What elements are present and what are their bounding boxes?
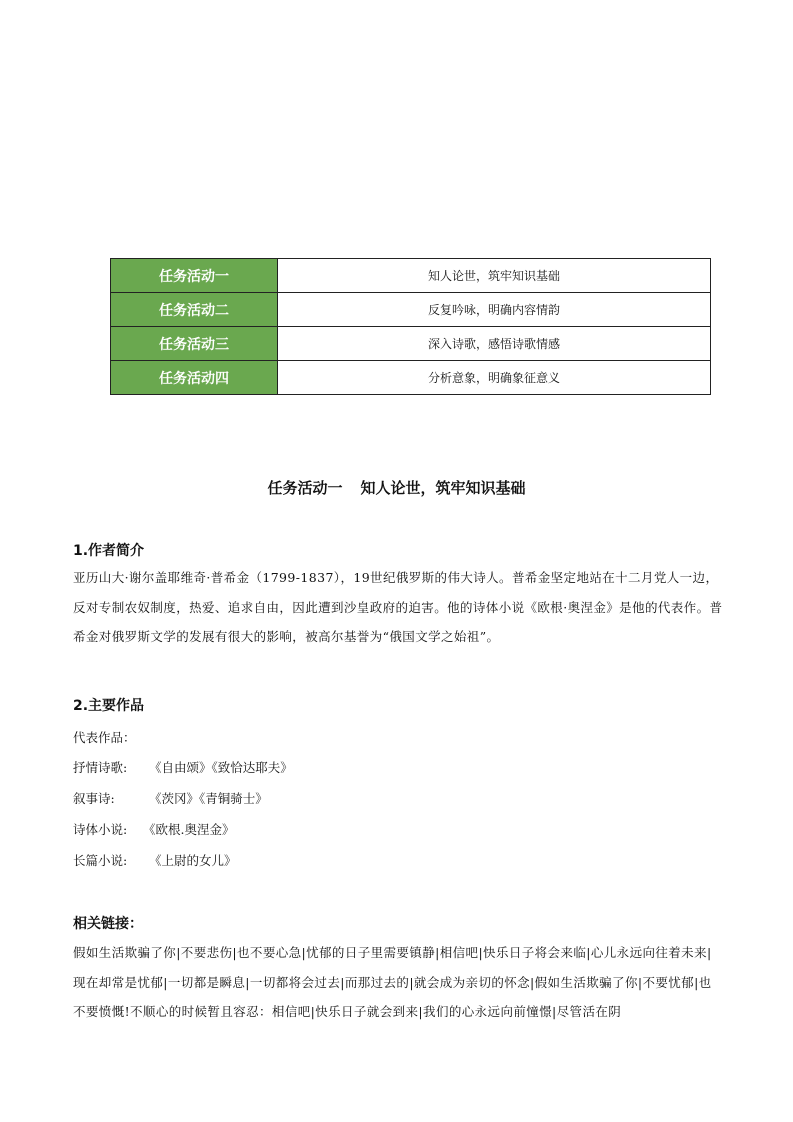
task-table bbox=[110, 258, 711, 395]
work-item bbox=[73, 851, 237, 869]
work-kind: 抒情诗歌: bbox=[73, 760, 128, 775]
table-row bbox=[111, 293, 711, 327]
work-kind: 长篇小说: bbox=[73, 853, 128, 868]
work-titles: 《茨冈》《青铜骑士》 bbox=[149, 791, 268, 806]
work-titles: 《自由颂》《致恰达耶夫》 bbox=[149, 760, 293, 775]
work-titles: 《欧根.奥涅金》 bbox=[143, 822, 235, 837]
task-label: 任务活动二 bbox=[111, 293, 278, 327]
task-label: 任务活动四 bbox=[111, 361, 278, 395]
links-paragraph: 假如生活欺骗了你|不要悲伤|也不要心急|忧郁的日子里需要镇静|相信吧|快乐日子将会来临|心儿永远向往着未来|现在却常是忧郁|一切都是瞬息|一切都将会过去|而那过去的|就会成为亲切的怀念|假如生活欺骗了你|不要忧郁|也不要愤慨!不顺心的时候暂且容忍：相信吧|快乐日子就会到来|我们的心永远向前憧憬|尽管活在阴 bbox=[73, 945, 712, 1019]
task-description: 分析意象，明确象征意义 bbox=[278, 361, 711, 395]
table-row bbox=[111, 361, 711, 395]
author-heading: 1.作者简介 bbox=[73, 543, 145, 559]
section-title-topic: 知人论世，筑牢知识基础 bbox=[360, 479, 526, 497]
section-title bbox=[0, 477, 793, 498]
task-description: 深入诗歌，感悟诗歌情感 bbox=[278, 327, 711, 361]
work-item bbox=[73, 758, 293, 776]
task-label: 任务活动一 bbox=[111, 259, 278, 293]
work-kind: 叙事诗: bbox=[73, 791, 115, 806]
work-item bbox=[73, 820, 234, 838]
work-titles: 《上尉的女儿》 bbox=[149, 853, 237, 868]
work-kind: 诗体小说: bbox=[73, 822, 128, 837]
work-item bbox=[73, 789, 268, 807]
task-label: 任务活动三 bbox=[111, 327, 278, 361]
links-heading: 相关链接： bbox=[73, 916, 143, 932]
table-row bbox=[111, 327, 711, 361]
works-heading: 2.主要作品 bbox=[73, 698, 145, 714]
author-paragraph: 亚历山大·谢尔盖耶维奇·普希金（1799-1837），19世纪俄罗斯的伟大诗人。普希金坚定地站在十二月党人一边，反对专制农奴制度，热爱、追求自由，因此遭到沙皇政府的迫害。他的诗体小说《欧根·奥涅金》是他的代表作。普希金对俄罗斯文学的发展有很大的影响，被高尔基誉为“俄国文学之始祖”。 bbox=[73, 570, 723, 644]
works-intro: 代表作品： bbox=[73, 730, 136, 745]
table-row bbox=[111, 259, 711, 293]
section-title-task: 任务活动一 bbox=[267, 479, 343, 497]
task-description: 知人论世，筑牢知识基础 bbox=[278, 259, 711, 293]
task-description: 反复吟咏，明确内容情韵 bbox=[278, 293, 711, 327]
